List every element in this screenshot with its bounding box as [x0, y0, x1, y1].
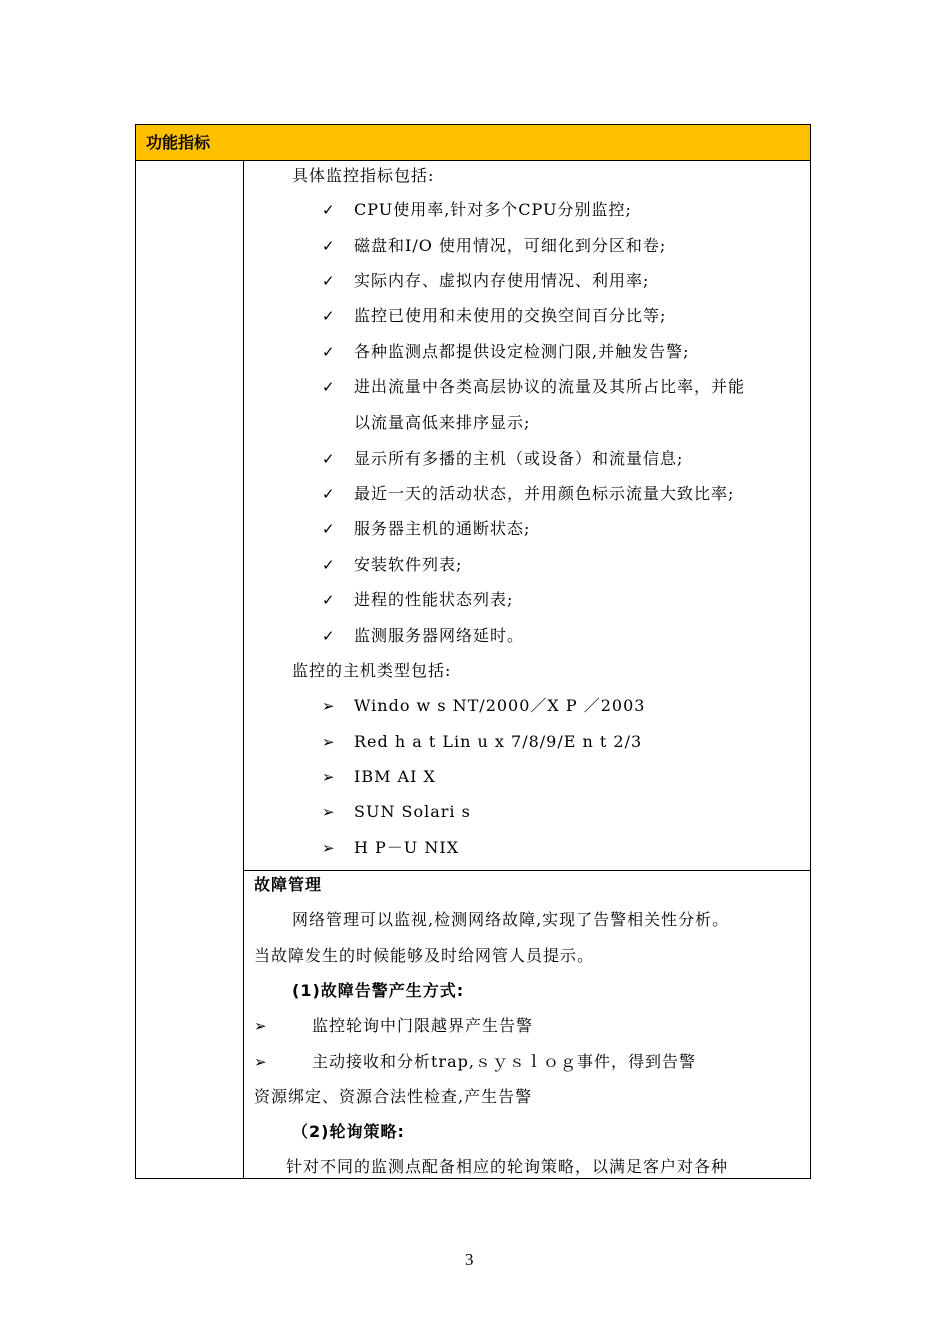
fault-subheading: （2)轮询策略:	[292, 1122, 405, 1141]
check-icon: ✓	[322, 556, 335, 574]
fault-paragraph: 资源绑定、资源合法性检查,产生告警	[254, 1087, 533, 1106]
monitoring-item: CPU使用率,针对多个CPU分别监控;	[354, 200, 632, 219]
fault-paragraph: 针对不同的监测点配备相应的轮询策略，以满足客户对各种	[286, 1157, 729, 1176]
monitoring-item: 监测服务器网络延时。	[354, 626, 525, 645]
host-item: IBM AI X	[354, 767, 436, 786]
monitoring-item: 监控已使用和未使用的交换空间百分比等;	[354, 306, 667, 325]
arrow-icon: ➢	[254, 1053, 267, 1071]
monitoring-item: 进程的性能状态列表;	[354, 590, 514, 609]
page-number: 3	[465, 1250, 474, 1269]
check-icon: ✓	[322, 627, 335, 645]
check-icon: ✓	[322, 272, 335, 290]
monitoring-item: 各种监测点都提供设定检测门限,并触发告警;	[354, 342, 690, 361]
monitoring-item: 安装软件列表;	[354, 555, 463, 574]
check-icon: ✓	[322, 201, 335, 219]
check-icon: ✓	[322, 237, 335, 255]
host-item: H P－U NIX	[354, 838, 460, 857]
table-header-row	[136, 125, 810, 161]
monitoring-item: 显示所有多播的主机（或设备）和流量信息;	[354, 449, 684, 468]
monitoring-item: 最近一天的活动状态，并用颜色标示流量大致比率;	[354, 484, 735, 503]
check-icon: ✓	[322, 450, 335, 468]
column-divider	[243, 161, 244, 1178]
fault-bullet: 主动接收和分析trap,ｓｙｓｌｏｇ事件，得到告警	[312, 1052, 696, 1071]
check-icon: ✓	[322, 485, 335, 503]
monitoring-item: 实际内存、虚拟内存使用情况、利用率;	[354, 271, 650, 290]
table-header-title: 功能指标	[146, 133, 211, 152]
host-item: SUN Solari s	[354, 802, 471, 821]
host-item: Red h a t Lin u x 7/8/9/E n t 2/3	[354, 732, 643, 751]
arrow-icon: ➢	[322, 768, 335, 786]
check-icon: ✓	[322, 307, 335, 325]
arrow-icon: ➢	[254, 1017, 267, 1035]
fault-bullet: 监控轮询中门限越界产生告警	[312, 1016, 534, 1035]
arrow-icon: ➢	[322, 839, 335, 857]
monitoring-item-continuation: 以流量高低来排序显示;	[354, 413, 531, 432]
host-item: Windo w s NT/2000／X P ／2003	[354, 696, 646, 715]
host-intro: 监控的主机类型包括:	[292, 661, 452, 680]
arrow-icon: ➢	[322, 733, 335, 751]
fault-subheading: (1)故障告警产生方式:	[292, 981, 465, 1000]
check-icon: ✓	[322, 520, 335, 538]
monitoring-item: 服务器主机的通断状态;	[354, 519, 531, 538]
fault-title: 故障管理	[254, 875, 323, 894]
fault-paragraph: 当故障发生的时候能够及时给网管人员提示。	[254, 946, 595, 965]
row-divider	[243, 870, 810, 871]
arrow-icon: ➢	[322, 803, 335, 821]
check-icon: ✓	[322, 343, 335, 361]
check-icon: ✓	[322, 378, 335, 396]
monitoring-item: 磁盘和I/O 使用情况，可细化到分区和卷;	[354, 236, 667, 255]
monitoring-intro: 具体监控指标包括:	[292, 166, 435, 185]
monitoring-item: 进出流量中各类高层协议的流量及其所占比率，并能	[354, 377, 746, 396]
arrow-icon: ➢	[322, 697, 335, 715]
check-icon: ✓	[322, 591, 335, 609]
fault-paragraph: 网络管理可以监视,检测网络故障,实现了告警相关性分析。	[292, 910, 730, 929]
